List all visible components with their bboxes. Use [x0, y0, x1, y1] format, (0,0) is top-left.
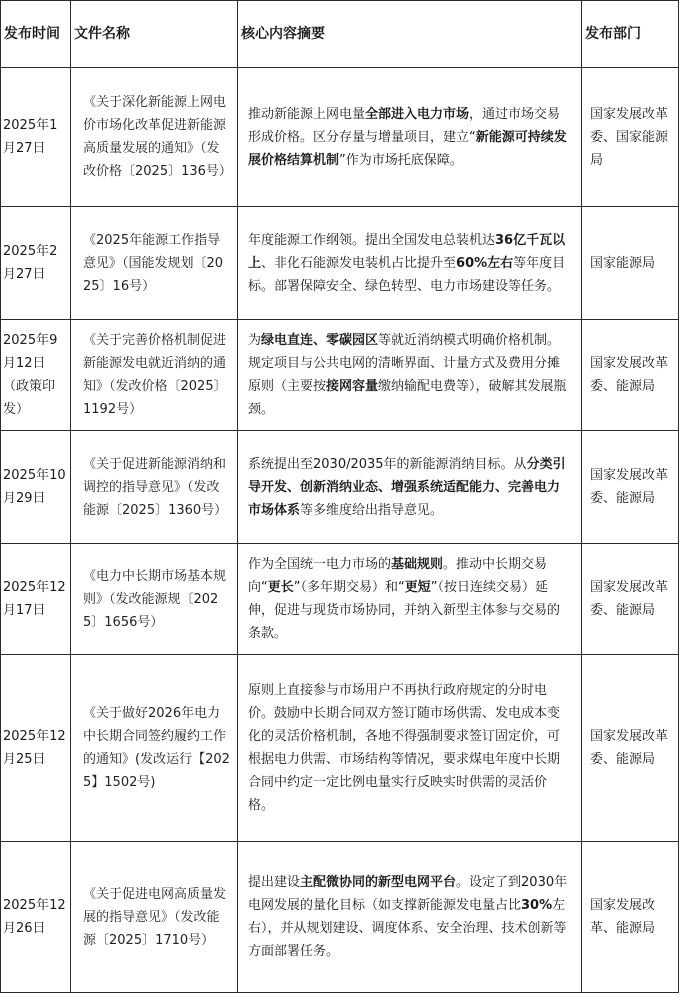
- cell-publisher: 国家发展改革委、能源局: [582, 431, 679, 544]
- summary-text: 。设定了到2030年电网发展的量化目标（如支撑新能源发电量占比: [248, 875, 568, 913]
- header-date: 发布时间: [1, 1, 71, 68]
- table-row: [1, 655, 679, 842]
- summary-highlight: 30%: [521, 898, 553, 913]
- header-name: 文件名称: [71, 1, 238, 68]
- cell-summary: [238, 842, 582, 993]
- cell-file-name: 《关于深化新能源上网电价市场化改革促进新能源高质量发展的通知》（发改价格〔2025〕136号）: [71, 68, 238, 207]
- summary-highlight: 60%左右: [456, 255, 514, 271]
- summary-text: 年度能源工作纲领。提出全国发电总装机达: [248, 232, 496, 248]
- summary-text: 。推动中长期交易向“: [248, 557, 548, 595]
- summary-text: 为: [248, 333, 262, 348]
- cell-summary: [238, 431, 582, 544]
- cell-date: 2025年1月27日: [1, 68, 71, 207]
- summary-highlight: 分类引导开发、创新消纳业态、增强系统适配能力、完善电力市场体系: [248, 456, 566, 518]
- cell-date: 2025年12月17日: [1, 544, 71, 655]
- table-row: [1, 842, 679, 993]
- summary-text: 缴纳输配电费等），破解其发展瓶颈。: [248, 379, 567, 417]
- table-row: [1, 431, 679, 544]
- summary-text: 推动新能源上网电量: [248, 106, 366, 122]
- summary-highlight: 更长: [267, 580, 294, 595]
- summary-text: 系统提出至2030/2035年的新能源消纳目标。从: [248, 456, 527, 472]
- cell-summary: [238, 544, 582, 655]
- summary-text: ”（按日连续交易）延伸，促进与现货市场协同，并纳入新型主体参与交易的条款。: [248, 580, 561, 641]
- table-header: [1, 1, 679, 68]
- summary-text: 作为全国统一电力市场的: [248, 557, 392, 572]
- cell-publisher: 国家发展改革委、能源局: [582, 655, 679, 842]
- cell-date: 2025年12月25日: [1, 655, 71, 842]
- summary-text: ”（多年期交易）和“: [293, 580, 405, 595]
- cell-publisher: 国家发展改革、能源局: [582, 842, 679, 993]
- cell-publisher: 国家发展改革委、能源局: [582, 320, 679, 431]
- summary-highlight: 全部进入电力市场: [365, 106, 470, 122]
- cell-publisher: 国家发展改革委、国家能源局: [582, 68, 679, 207]
- header-summary: 核心内容摘要: [238, 1, 582, 68]
- summary-text: ”作为市场托底保障。: [339, 152, 463, 168]
- summary-text: 等就近消纳模式明确价格机制。规定项目与公共电网的清晰界面、计量方式及费用分摊原则（主要按: [248, 333, 561, 394]
- summary-highlight: 36亿千瓦以上: [248, 232, 566, 271]
- summary-text: 提出建设: [248, 875, 301, 890]
- summary-text: 、非化石能源发电装机占比提升至: [261, 255, 457, 271]
- cell-file-name: 《电力中长期市场基本规则》（发改能源规〔2025〕1656号）: [71, 544, 238, 655]
- table-row: [1, 320, 679, 431]
- table-row: [1, 544, 679, 655]
- cell-summary: [238, 320, 582, 431]
- cell-date: 2025年12月26日: [1, 842, 71, 993]
- summary-text: 左右），并从规划建设、调度体系、安全治理、技术创新等方面部署任务。: [248, 898, 567, 959]
- cell-summary: [238, 655, 582, 842]
- summary-highlight: 新能源可持续发展价格结算机制: [248, 129, 567, 168]
- table-row: [1, 207, 679, 320]
- summary-highlight: 绿电直连、零碳园区: [261, 333, 379, 348]
- cell-file-name: 《关于完善价格机制促进新能源发电就近消纳的通知》（发改价格〔2025〕1192号）: [71, 320, 238, 431]
- summary-highlight: 基础规则: [391, 557, 444, 572]
- summary-highlight: 接网容量: [326, 379, 379, 394]
- cell-date: 2025年10月29日: [1, 431, 71, 544]
- table-row: [1, 68, 679, 207]
- cell-file-name: 《关于促进电网高质量发展的指导意见》（发改能源〔2025〕1710号）: [71, 842, 238, 993]
- cell-file-name: 《关于做好2026年电力中长期合同签约履约工作的通知》(发改运行【2025】1502号): [71, 655, 238, 842]
- summary-highlight: 主配微协同的新型电网平台: [300, 875, 457, 890]
- summary-text: 等多维度给出指导意见。: [300, 502, 444, 518]
- cell-publisher: 国家发展改革委、能源局: [582, 544, 679, 655]
- cell-summary: [238, 68, 582, 207]
- cell-publisher: 国家能源局: [582, 207, 679, 320]
- header-row: [1, 1, 679, 68]
- cell-date: 2025年2月27日: [1, 207, 71, 320]
- header-publisher: 发布部门: [582, 1, 679, 68]
- summary-text: 等年度目标。部署保障安全、绿色转型、电力市场建设等任务。: [248, 255, 566, 294]
- summary-text: ，通过市场交易形成价格。区分存量与增量项目，建立“: [248, 106, 561, 145]
- cell-date: 2025年9月12日（政策印发）: [1, 320, 71, 431]
- cell-file-name: 《关于促进新能源消纳和调控的指导意见》（发改能源〔2025〕1360号）: [71, 431, 238, 544]
- summary-text: 原则上直接参与市场用户不再执行政府规定的分时电价。鼓励中长期合同双方签订随市场供需、发电成本变化的灵活价格机制，各地不得强制要求签订固定价，可根据电力供需、市场结构等情况，要求煤电年度中长期合同中约定一定比例电量实行反映实时供需的灵活价格。: [248, 683, 561, 813]
- cell-summary: [238, 207, 582, 320]
- cell-file-name: 《2025年能源工作指导意见》（国能发规划〔2025〕16号）: [71, 207, 238, 320]
- summary-highlight: 更短: [404, 580, 431, 595]
